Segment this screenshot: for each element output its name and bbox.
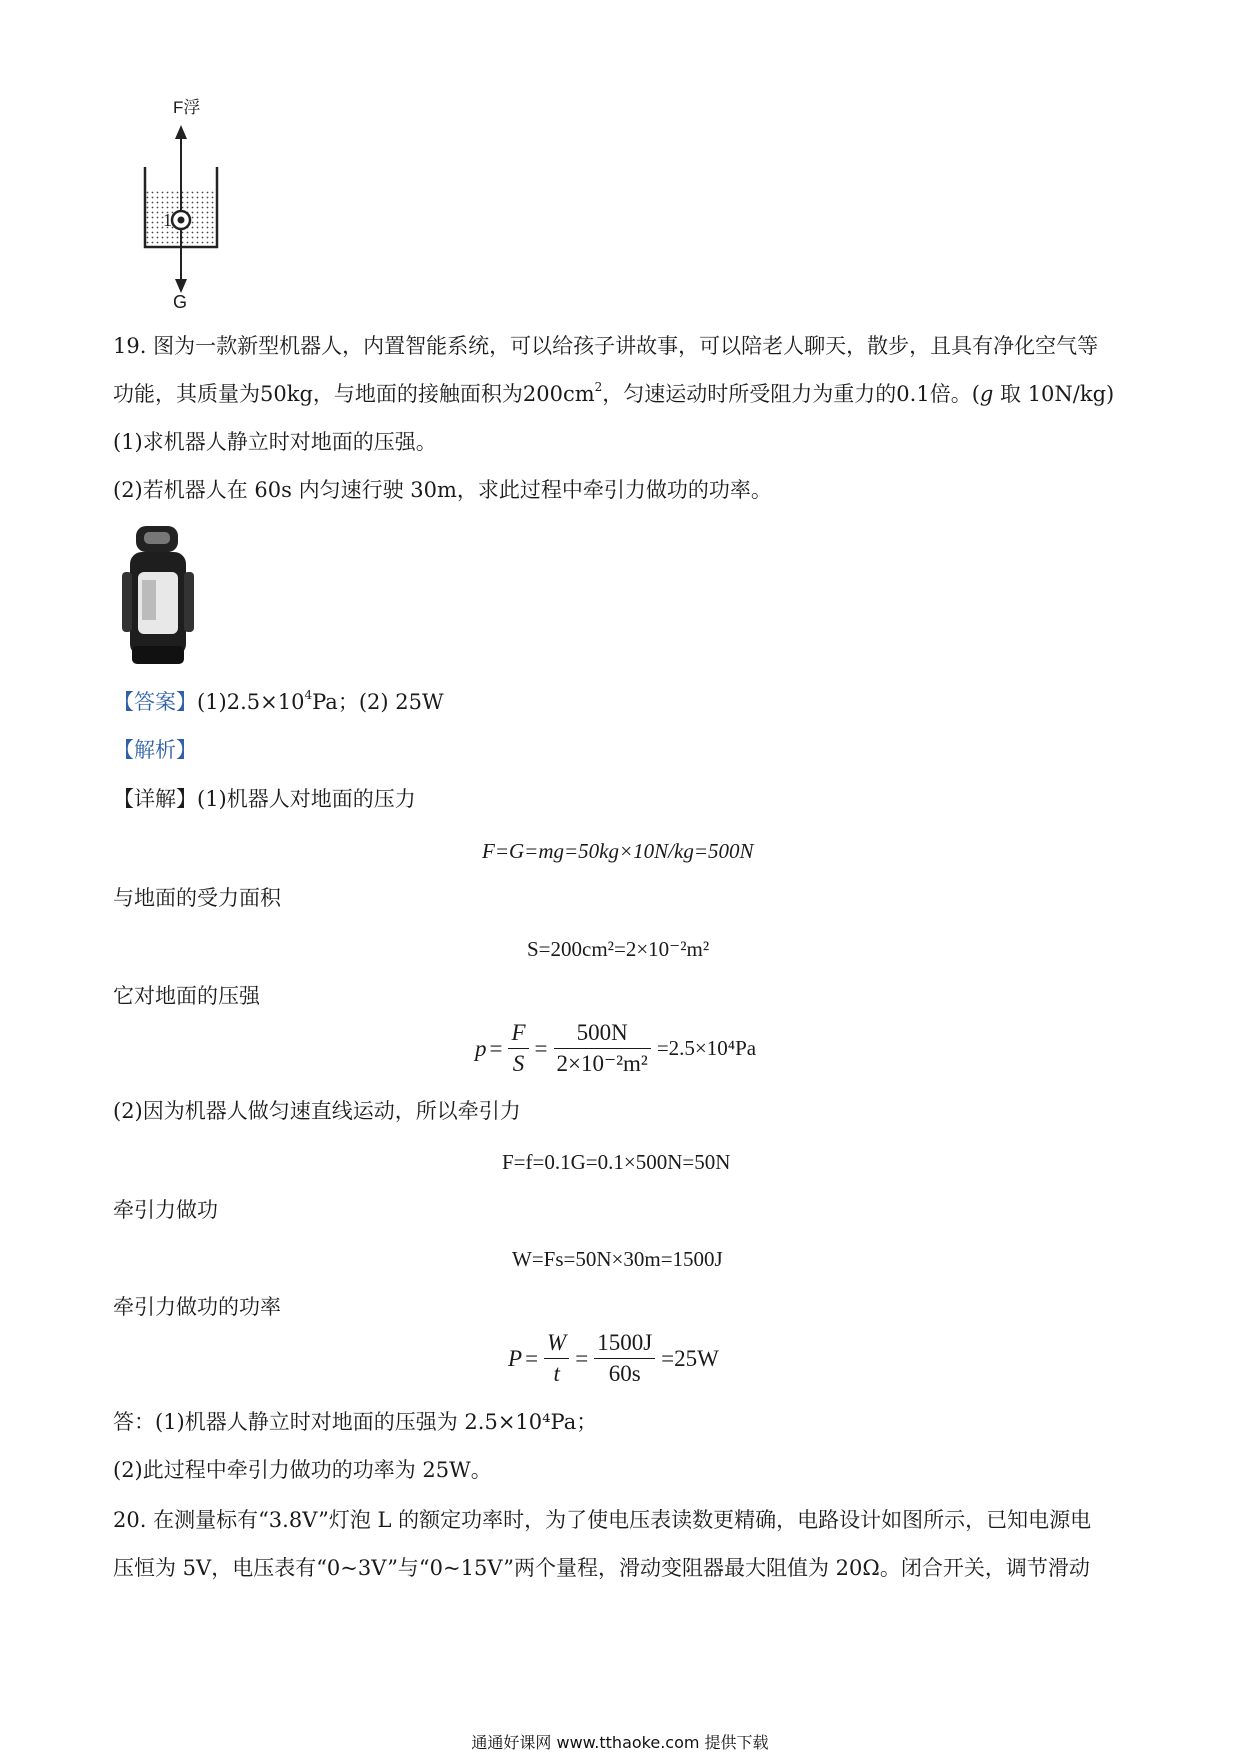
eq6-result: =25W <box>661 1345 719 1371</box>
final-answer-2: (2)此过程中牵引力做功的功率为 25W。 <box>113 1458 492 1482</box>
detail-text-1: (1)机器人对地面的压力 <box>197 787 416 811</box>
eq3-S: S <box>512 1051 525 1076</box>
q19-part2: (2)若机器人在 60s 内匀速行驶 30m，求此过程中牵引力做功的功率。 <box>113 478 772 502</box>
buoyancy-diagram-svg <box>135 95 245 315</box>
eq3-p: p <box>475 1035 487 1061</box>
area-unit-exponent: 2 <box>594 380 603 394</box>
answer-text-b: Pa；(2) 25W <box>312 690 444 714</box>
page-footer: 通通好课网 www.tthaoke.com 提供下载 <box>471 1733 769 1752</box>
eq3-num: 500N <box>554 1018 651 1049</box>
eq3-fraction-FS <box>508 1018 528 1079</box>
q19-answer <box>113 688 444 716</box>
q19-stem-line2 <box>113 380 1114 408</box>
buoyancy-label: F浮 <box>173 98 201 117</box>
q20-line1: 20. 在测量标有“3.8V”灯泡 L 的额定功率时，为了使电压表读数更精确，电路设计如图所示，已知电源电 <box>113 1508 1092 1532</box>
eq3-fraction-values <box>554 1018 651 1079</box>
eq6-fraction-Wt <box>544 1328 569 1389</box>
buoyancy-diagram <box>135 95 245 315</box>
q19-stem-g: g <box>979 382 994 406</box>
eq6-fraction-values <box>594 1328 655 1389</box>
equation-work: W=Fs=50N×30m=1500J <box>512 1247 723 1271</box>
answer-exponent: 4 <box>304 688 313 702</box>
text-part2-reason: (2)因为机器人做匀速直线运动，所以牵引力 <box>113 1099 521 1123</box>
equation-force: F=G=mg=50kg×10N/kg=500N <box>482 839 754 863</box>
eq6-den: 60s <box>608 1361 641 1386</box>
eq3-result: =2.5×10⁴Pa <box>656 1036 757 1060</box>
eq3-F: F <box>508 1018 528 1049</box>
analysis-tag: 【解析】 <box>113 738 197 762</box>
eq6-t: t <box>553 1361 560 1386</box>
equation-area: S=200cm²=2×10⁻²m² <box>527 937 710 961</box>
q19-stem-line2-a: 功能，其质量为50kg，与地面的接触面积为200cm <box>113 382 595 406</box>
equation-traction: F=f=0.1G=0.1×500N=50N <box>502 1150 731 1174</box>
q20-line2: 压恒为 5V，电压表有“0~3V”与“0~15V”两个量程，滑动变阻器最大阻值为 20Ω。闭合开关，调节滑动 <box>113 1556 1090 1580</box>
text-pressure: 它对地面的压强 <box>113 984 260 1008</box>
q19-stem-line2-b: ，匀速运动时所受阻力为重力的0.1倍。( <box>602 382 980 406</box>
gravity-label: G <box>173 292 188 312</box>
q19-part1: (1)求机器人静立时对地面的压强。 <box>113 430 437 454</box>
text-power: 牵引力做功的功率 <box>113 1295 281 1319</box>
text-work: 牵引力做功 <box>113 1198 218 1222</box>
detail-line1 <box>113 785 416 813</box>
q19-stem-line1: 19. 图为一款新型机器人，内置智能系统，可以给孩子讲故事，可以陪老人聊天，散步，且具有净化空气等 <box>113 334 1099 358</box>
answer-text-a: (1)2.5×10 <box>197 690 305 714</box>
equation-pressure: p = $\frac{F}{S}$ = $\frac{500N}{\text{2×10⁻²m²}}$ =2.5×10⁴Pa <box>475 1018 759 1079</box>
equation-power: P = $\frac{W}{t}$ = $\frac{1500J}{60s}$ =25W <box>508 1328 722 1389</box>
robot-illustration <box>118 522 198 670</box>
answer-tag: 【答案】 <box>113 690 197 714</box>
q19-stem-line2-c: 取 10N/kg) <box>993 382 1115 406</box>
eq6-num: 1500J <box>594 1328 655 1359</box>
final-answer-1: 答：(1)机器人静立时对地面的压强为 2.5×10⁴Pa； <box>113 1410 598 1434</box>
robot-image <box>118 522 198 670</box>
detail-tag: 【详解】 <box>113 787 197 811</box>
svg-text:1: 1 <box>163 210 172 230</box>
eq6-P: P <box>508 1345 523 1371</box>
eq3-den: 2×10⁻²m² <box>556 1051 648 1076</box>
eq6-W: W <box>544 1328 569 1359</box>
text-contact-area: 与地面的受力面积 <box>113 886 281 910</box>
